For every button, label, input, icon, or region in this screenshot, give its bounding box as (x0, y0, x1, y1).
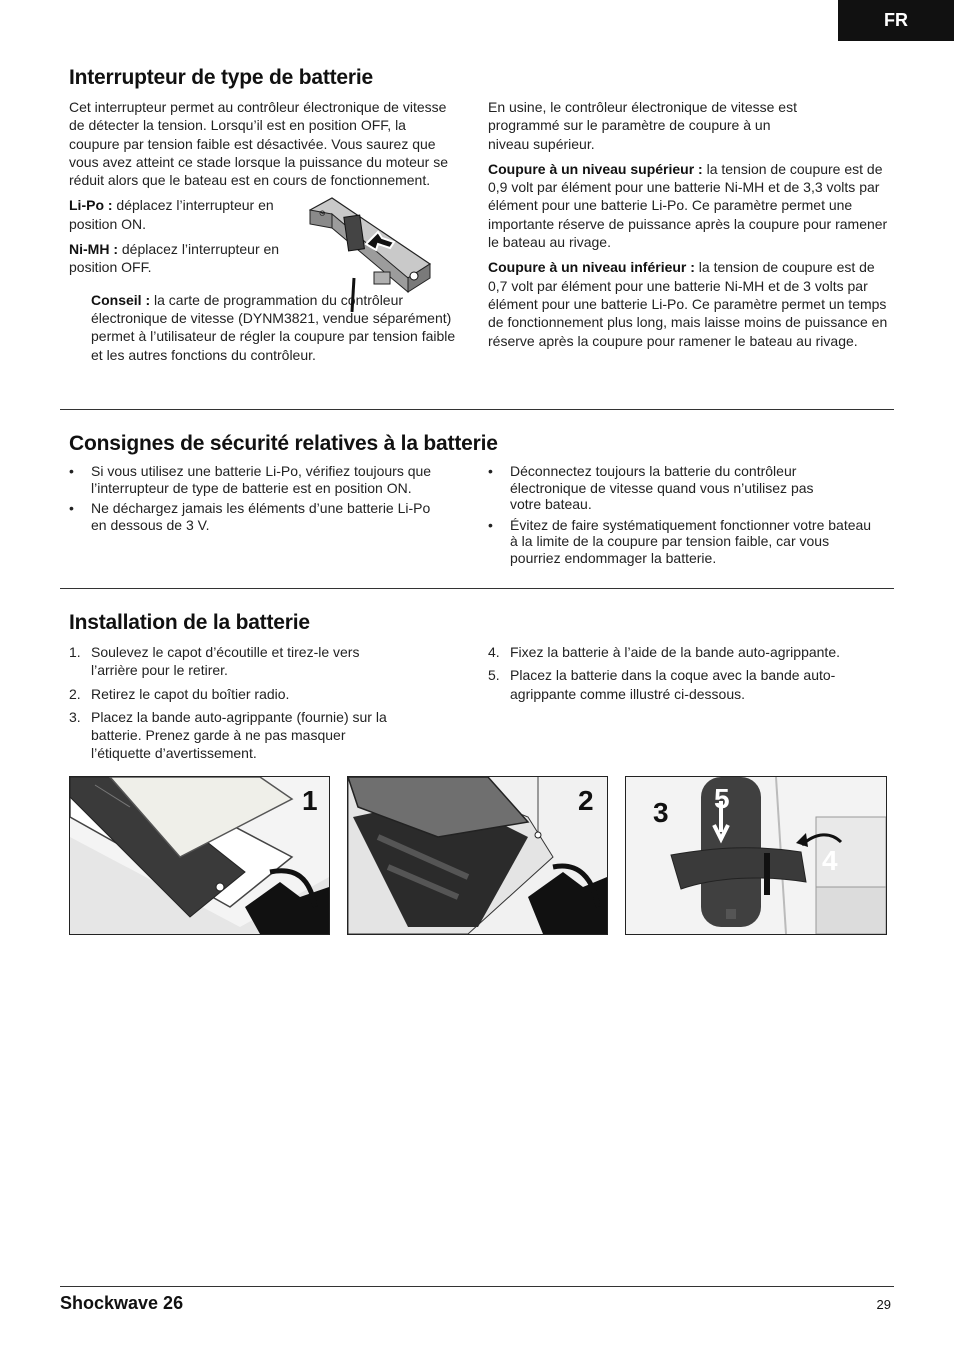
step-number: 1. (69, 644, 81, 660)
low-cutoff-label: Coupure à un niveau inférieur : (488, 259, 695, 276)
safety-left-column (69, 463, 469, 537)
photo-step-label: 3 (653, 797, 669, 828)
safety-list-left (69, 463, 469, 533)
installation-photo-1 (69, 776, 330, 935)
high-cutoff (488, 160, 888, 251)
tip-text: la carte de programmation du contrôleur électronique de vitesse (DYNM3821, vendue séparément) permet à l’utilisateur de régler la coupure par tension faible et les autres fonctions du contrôleur. (91, 291, 456, 363)
safety-list-right (488, 463, 873, 566)
step-text: Soulevez le capot d’écoutille et tirez-le vers l’arrière pour le retirer. (91, 644, 360, 679)
tip-label: Conseil : (91, 291, 151, 308)
nimh-label: Ni-MH : (69, 241, 118, 258)
step-number: 4. (488, 644, 500, 660)
switch-intro: Cet interrupteur permet au contrôleur électronique de vitesse de détecter la tension. Lorsqu’il est en position OFF, la coupure par tension faible est désactivée. Vous saurez que vous avez atteint ce stade lorsque la puissance du moteur se réduit alors que le bateau est en cours de fonctionnement. (69, 99, 448, 189)
photo-step-label: 4 (822, 845, 838, 876)
photo-step-label: 1 (302, 785, 318, 816)
step-text: Retirez le capot du boîtier radio. (91, 685, 290, 702)
photo-step-label: 5 (714, 783, 730, 814)
list-item (488, 666, 888, 703)
list-item (69, 643, 399, 680)
factory-setting: En usine, le contrôleur électronique de vitesse est programmé sur le paramètre de coupure à un niveau supérieur. (488, 99, 797, 152)
step-text: Fixez la batterie à l’aide de la bande auto-agrippante. (510, 644, 840, 660)
lipo-label: Li-Po : (69, 197, 113, 214)
high-cutoff-label: Coupure à un niveau supérieur : (488, 160, 703, 177)
section-title-battery-safety: Consignes de sécurité relatives à la batterie (69, 432, 498, 455)
safety-right-column (488, 463, 873, 570)
low-cutoff (488, 258, 888, 349)
installation-steps-right (488, 643, 888, 703)
high-cutoff-text: la tension de coupure est de 0,9 volt par élément pour une batterie Ni-MH et de 3,3 volts par élément pour une batterie Li-Po. Ce paramètre permet une importante réserve de puissance après la coupure pour ramener le bateau au rivage. (488, 160, 888, 251)
list-item (488, 643, 888, 661)
battery-switch-right-column (488, 98, 888, 357)
footer-product-name: Shockwave 26 (60, 1293, 184, 1313)
list-item: • Déconnectez toujours la batterie du contrôleur électronique de vitesse quand vous n’utilisez pas votre bateau. (488, 463, 830, 513)
nimh-text: déplacez l’interrupteur en position OFF. (69, 241, 280, 276)
nimh-instruction (69, 240, 284, 277)
page-number: 29 (876, 1297, 891, 1312)
step-number: 3. (69, 708, 81, 725)
list-item (69, 685, 399, 703)
installation-photo-2 (347, 776, 608, 935)
section-title-battery-installation: Installation de la batterie (69, 611, 310, 634)
svg-text:⊘: ⊘ (316, 208, 328, 218)
language-tab: FR (838, 0, 954, 41)
installation-left-column (69, 643, 399, 768)
lipo-text: déplacez l’interrupteur en position ON. (69, 197, 274, 232)
divider (60, 409, 894, 410)
list-item: • Ne déchargez jamais les éléments d’une batterie Li-Po en dessous de 3 V. (69, 500, 431, 533)
step-text: Placez la batterie dans la coque avec la bande auto-agrippante comme illustré ci-dessous. (510, 667, 836, 702)
divider (60, 588, 894, 589)
list-item (69, 708, 399, 763)
installation-photo-3 (625, 776, 887, 935)
step-number: 2. (69, 685, 81, 702)
low-cutoff-text: la tension de coupure est de 0,7 volt par élément pour une batterie Ni-MH et de 3 volts par élément pour une batterie Li-Po. Ce paramètre permet un temps de fonctionnement plus long, mais laisse moins de puissance en réserve après la coupure pour ramener le bateau au rivage. (488, 259, 888, 349)
section-title-battery-switch: Interrupteur de type de batterie (69, 66, 373, 89)
lipo-instruction (69, 196, 284, 233)
step-text: Placez la bande auto-agrippante (fournie) sur la batterie. Prenez garde à ne pas masquer l’étiquette d’avertissement. (91, 708, 387, 762)
photo-step-label: 2 (578, 785, 594, 816)
battery-switch-illustration (304, 192, 434, 312)
list-item: • Si vous utilisez une batterie Li-Po, vérifiez toujours que l’interrupteur de type de batterie est en position ON. (69, 463, 469, 496)
list-item: • Évitez de faire systématiquement fonctionner votre bateau à la limite de la coupure par tension faible, car vous pourriez endommager la batterie. (488, 517, 873, 567)
installation-steps-left (69, 643, 399, 763)
footer-divider (60, 1286, 894, 1287)
installation-right-column (488, 643, 888, 708)
step-number: 5. (488, 667, 500, 684)
